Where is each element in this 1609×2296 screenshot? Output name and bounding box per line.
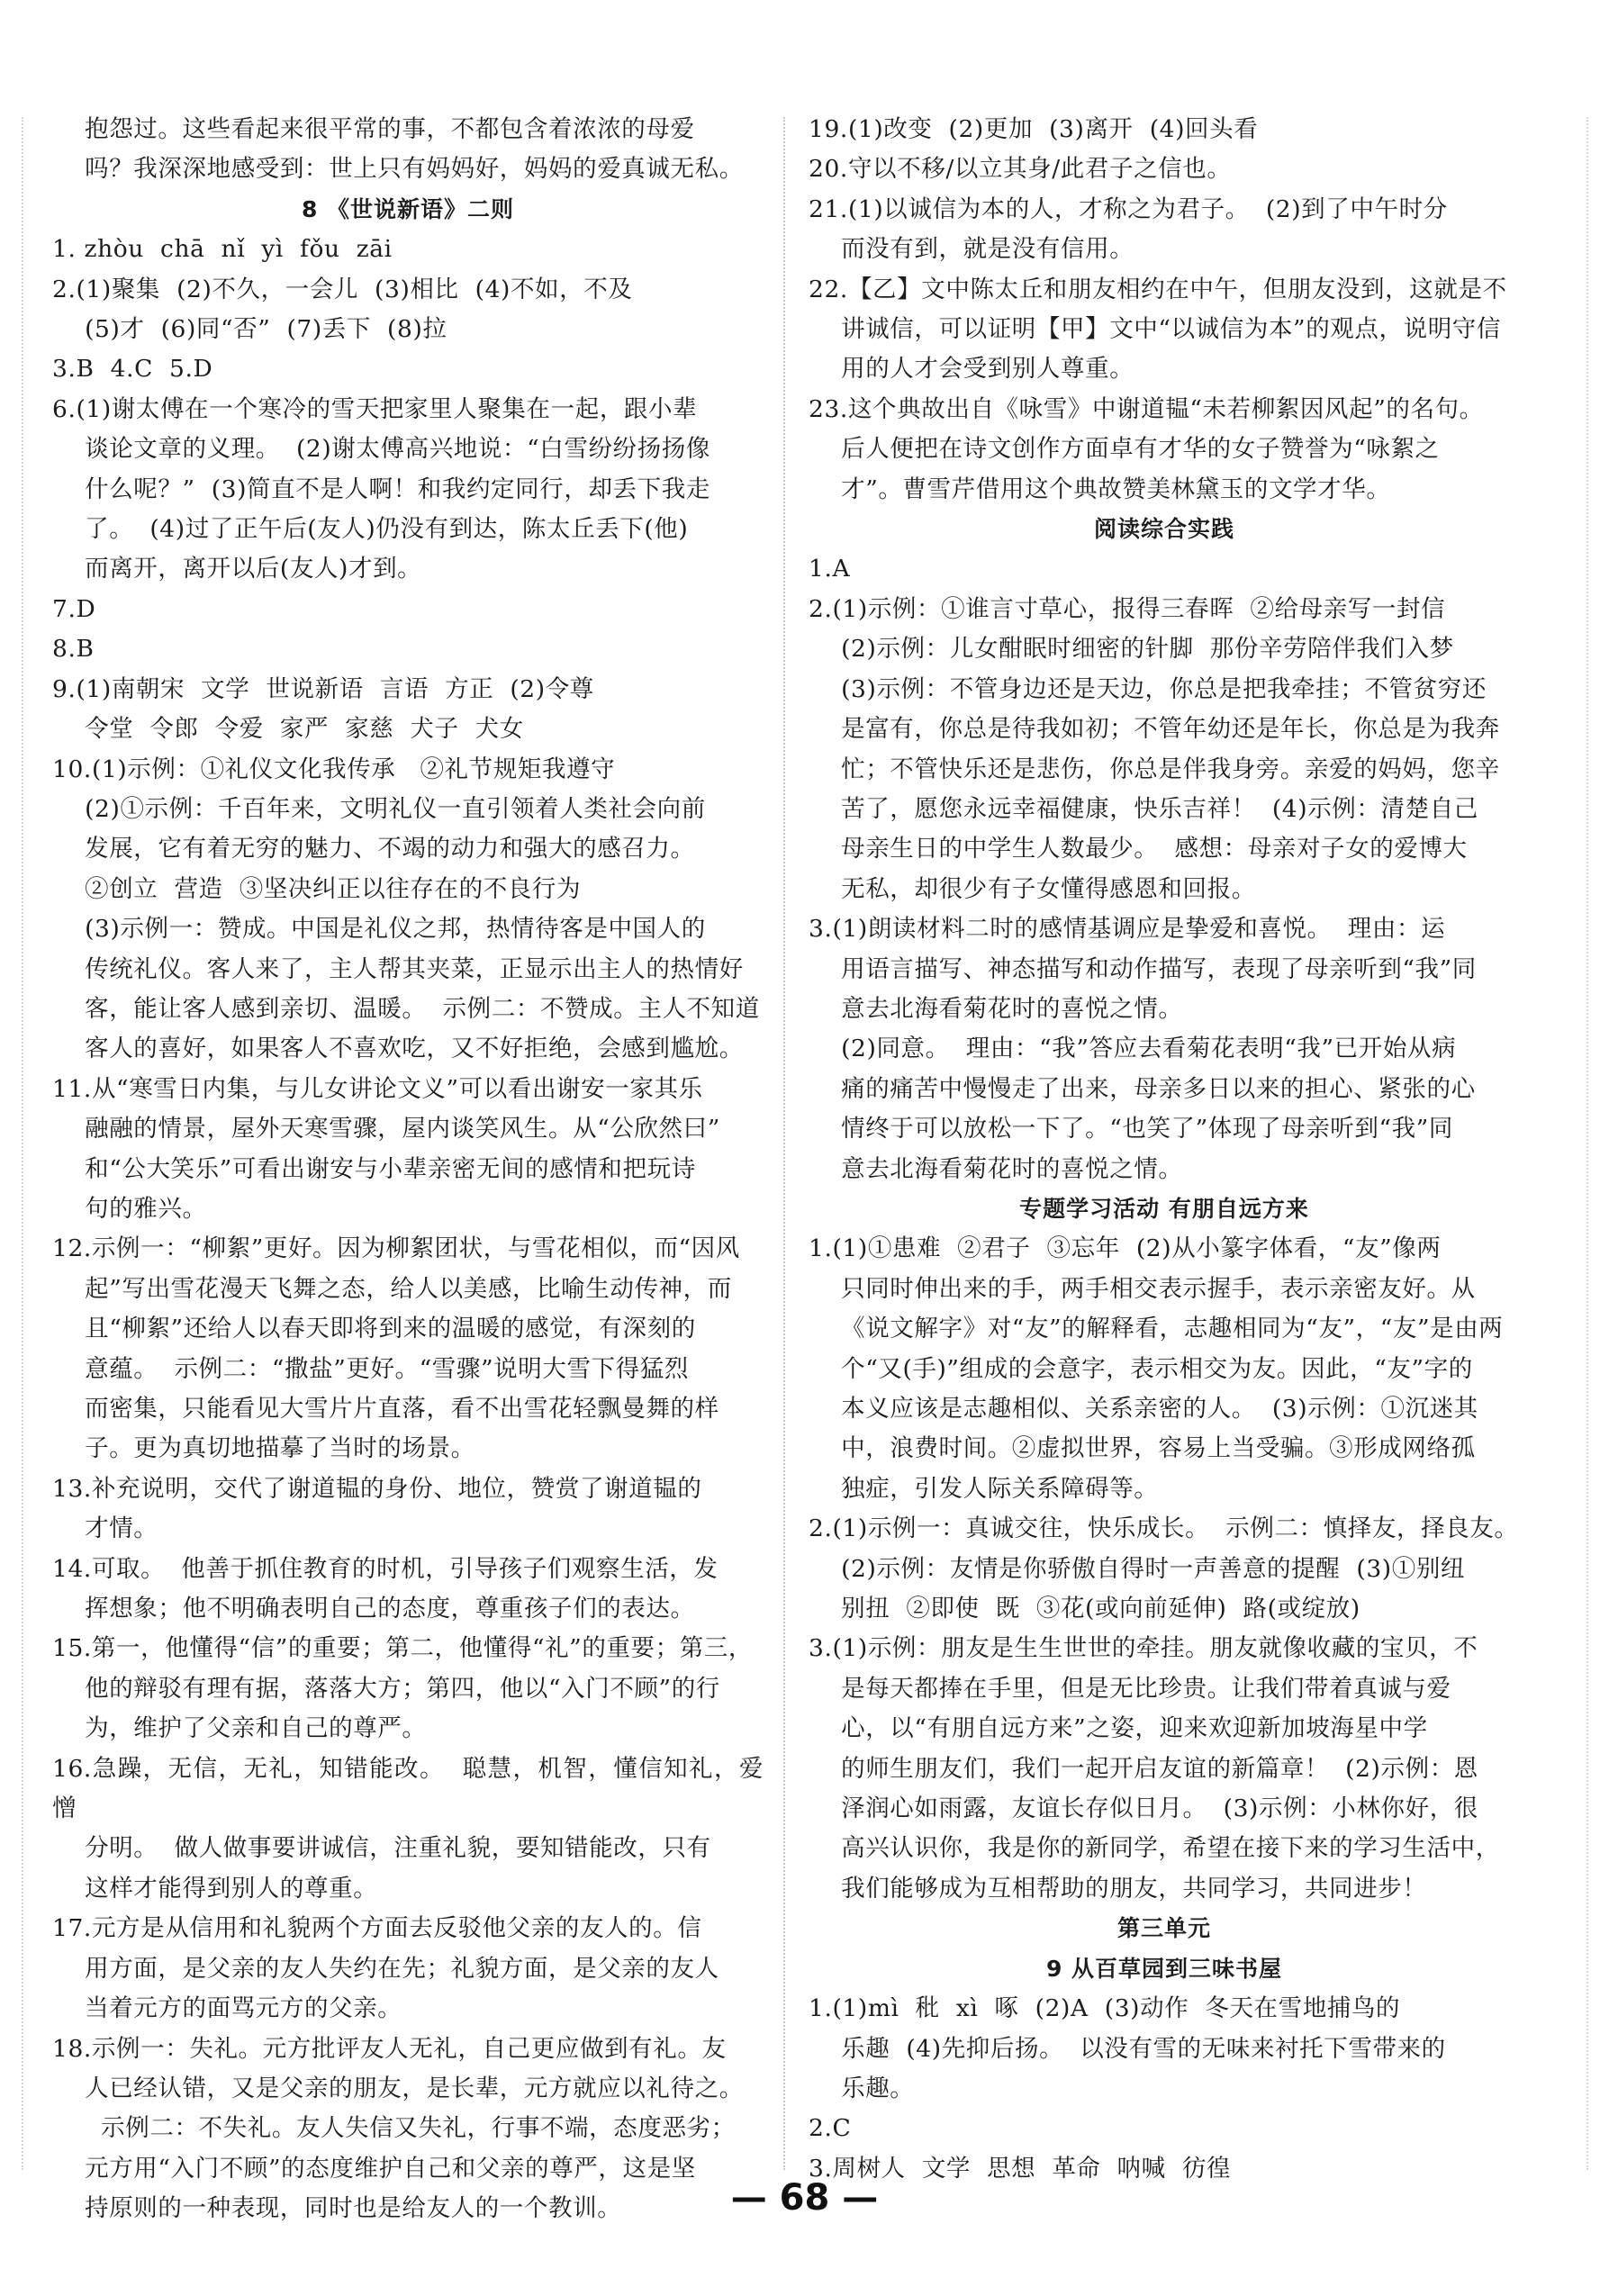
- answer-item: 3.B 4.C 5.D: [52, 355, 213, 384]
- answer-item: 12.示例一：“柳絮”更好。因为柳絮团状，与雪花相似，而“因风 起”写出雪花漫天飞舞之态，给人以美感，比喻生动传神，而 且“柳絮”还给人以春天即将到来的温暖的感觉，有深刻的 意蕴。 示例二：“撒盐”更好。“雪骤”说明大雪下得猛烈 而密集，只能看见大雪片片直落，看不出雪花轻飘曼舞的样 子。更为真切地描摹了当时的场景。: [52, 1234, 740, 1463]
- answer-item: 21.(1)以诚信为本的人，才称之为君子。 (2)到了中午时分 而没有到，就是没有信用。: [809, 194, 1448, 264]
- answer-item: 3.(1)示例：朋友是生生世世的牵挂。朋友就像收藏的宝贝，不 是每天都捧在手里，但是无比珍贵。让我们带着真诚与爱 心，以“有朋自远方来”之姿，迎来欢迎新加坡海星中学 的师生朋友们，我们一起开启友谊的新篇章！ (2)示例：恩 泽润心如雨露，友谊长存似日月。 (3)示例：小林你好，很 高兴认识你，我是你的新同学，希望在接下来的学习生活中， 我们能够成为互相帮助的朋友，共同学习，共同进步！: [809, 1634, 1500, 1903]
- answer-item: 9.(1)南朝宋 文学 世说新语 言语 方正 (2)令尊 令堂 令郎 令爱 家严 家慈 犬子 犬女: [52, 674, 594, 744]
- answer-item: 23.这个典故出自《咏雪》中谢道韫“未若柳絮因风起”的名句。 后人便把在诗文创作方面卓有才华的女子赞誉为“咏絮之 才”。曹雪芹借用这个典故赞美林黛玉的文学才华。: [809, 394, 1484, 503]
- answer-item: 2.(1)聚集 (2)不久，一会儿 (3)相比 (4)不如，不及 (5)才 (6)同“否” (7)丢下 (8)拉: [52, 275, 633, 344]
- answer-item: 抱怨过。这些看起来很平常的事，不都包含着浓浓的母爱 吗？我深深地感受到：世上只有妈妈好，妈妈的爱真诚无私。: [85, 115, 744, 184]
- answer-item: 13.补充说明，交代了谢道韫的身份、地位，赞赏了谢道韫的 才情。: [52, 1474, 702, 1543]
- answer-item: 11.从“寒雪日内集，与儿女讲论文义”可以看出谢安一家其乐 融融的情景，屋外天寒雪骤，屋内谈笑风生。从“公欣然曰” 和“公大笑乐”可看出谢安与小辈亲密无间的感情和把玩诗 句的雅兴。: [52, 1074, 720, 1223]
- section-heading: 阅读综合实践: [1093, 516, 1234, 543]
- answer-item: 17.元方是从信用和礼貌两个方面去反驳他父亲的友人的。信 用方面，是父亲的友人失约在先；礼貌方面，是父亲的友人 当着元方的面骂元方的父亲。: [52, 1914, 719, 2023]
- answer-item: 2.(1)示例一：真诚交往，快乐成长。 示例二：慎择友，择良友。 (2)示例：友情是你骄傲自得时一声善意的提醒 (3)①别纽 别扭 ②即使 既 ③花(或向前延伸) 路(或绽放): [809, 1514, 1519, 1623]
- section-heading: 9 从百草园到三味书屋: [1045, 1955, 1283, 1982]
- answer-item: 14.可取。 他善于抓住教育的时机，引导孩子们观察生活，发 挥想象；他不明确表明自己的态度，尊重孩子们的表达。: [52, 1554, 719, 1623]
- section-heading: 第三单元: [1116, 1915, 1211, 1942]
- answer-item: 6.(1)谢太傅在一个寒冷的雪天把家里人聚集在一起，跟小辈 谈论文章的义理。 (2)谢太傅高兴地说：“白雪纷纷扬扬像 什么呢？” (3)简直不是人啊！和我约定同行，却丢下我走 了。 (4)过了正午后(友人)仍没有到达，陈太丘丢下(他) 而离开，离开以后(友人)才到。: [52, 394, 710, 583]
- right-column: [809, 110, 1520, 2189]
- answer-item: 2.C: [809, 2114, 852, 2143]
- answer-item: 1. zhòu chā nǐ yì fǒu zāi: [52, 235, 393, 264]
- left-column: [52, 110, 764, 2229]
- answer-item: 1.(1)mì 秕 xì 啄 (2)A (3)动作 冬天在雪地捕鸟的 乐趣 (4)先抑后扬。 以没有雪的无味来衬托下雪带来的 乐趣。: [809, 1994, 1446, 2102]
- answer-item: 16.急躁，无信，无礼，知错能改。 聪慧，机智，懂信知礼，爱憎 分明。 做人做事要讲诚信，注重礼貌，要知错能改，只有 这样才能得到别人的尊重。: [52, 1754, 764, 1903]
- answer-item: 1.A: [809, 555, 851, 583]
- answer-item: 22.【乙】文中陈太丘和朋友相约在中午，但朋友没到，这就是不 讲诚信，可以证明【甲】文中“以诚信为本”的观点，说明守信 用的人才会受到别人尊重。: [809, 275, 1507, 384]
- section-heading: 8 《世说新语》二则: [301, 195, 515, 222]
- column-divider: [783, 117, 785, 2170]
- answer-item: 3.周树人 文学 思想 革命 呐喊 彷徨: [809, 2154, 1232, 2183]
- answer-item: 19.(1)改变 (2)更加 (3)离开 (4)回头看: [809, 115, 1259, 143]
- answer-item: 8.B: [52, 635, 95, 664]
- answer-item: 15.第一，他懂得“信”的重要；第二，他懂得“礼”的重要；第三， 他的辩驳有理有据，落落大方；第四，他以“入门不顾”的行 为，维护了父亲和自己的尊严。: [52, 1634, 754, 1743]
- answer-item: 3.(1)朗读材料二时的感情基调应是挚爱和喜悦。 理由：运 用语言描写、神态描写和动作描写，表现了母亲听到“我”同 意去北海看菊花时的喜悦之情。 (2)同意。 理由：“我”答应去看菊花表明“我”已开始从病 痛的痛苦中慢慢走了出来，母亲多日以来的担心、紧张的心 情终于可以放松一下了。“也笑了”体现了母亲听到“我”同 意去北海看菊花时的喜悦之情。: [809, 915, 1477, 1183]
- left-margin-rule: [22, 117, 23, 2170]
- right-margin-rule: [1586, 117, 1588, 2170]
- answer-item: 1.(1)①患难 ②君子 ③忘年 (2)从小篆字体看，“友”像两 只同时伸出来的手，两手相交表示握手，表示亲密友好。从 《说文解字》对“友”的解释看，志趣相同为“友”，“友”是由两 个“又(手)”组成的会意字，表示相交为友。因此，“友”字的 本义应该是志趣相似、关系亲密的人。 (3)示例：①沉迷其 中，浪费时间。②虚拟世界，容易上当受骗。③形成网络孤 独症，引发人际关系障碍等。: [809, 1234, 1504, 1503]
- answer-item: 2.(1)示例：①谁言寸草心，报得三春晖 ②给母亲写一封信 (2)示例：儿女酣眠时细密的针脚 那份辛劳陪伴我们入梦 (3)示例：不管身边还是天边，你总是把我牵挂；不管贫穷还 是富有，你总是待我如初；不管年幼还是年长，你总是为我奔 忙；不管快乐还是悲伤，你总是伴我身旁。亲爱的妈妈，您辛 苦了，愿您永远幸福健康，快乐吉祥！ (4)示例：清楚自己 母亲生日的中学生人数最少。 感想：母亲对子女的爱博大 无私，却很少有子女懂得感恩和回报。: [809, 594, 1500, 903]
- answer-item: 20.守以不移/以立其身/此君子之信也。: [809, 155, 1232, 184]
- answer-item: 7.D: [52, 594, 96, 623]
- answer-item: 18.示例一：失礼。元方批评友人无礼，自己更应做到有礼。友 人已经认错，又是父亲的朋友，是长辈，元方就应以礼待之。 示例二：不失礼。友人失信又失礼，行事不端，态度恶劣； 元方用“入门不顾”的态度维护自己和父亲的尊严，这是坚 持原则的一种表现，同时也是给友人的一个教训。: [52, 2034, 744, 2223]
- page-number: — 68 —: [730, 2177, 879, 2219]
- answer-item: 10.(1)示例：①礼仪文化我传承 ②礼节规矩我遵守 (2)①示例：千百年来，文明礼仪一直引领着人类社会向前 发展，它有着无穷的魅力、不竭的动力和强大的感召力。 ②创立 营造 ③坚决纠正以往存在的不良行为 (3)示例一：赞成。中国是礼仪之邦，热情待客是中国人的 传统礼仪。客人来了，主人帮其夹菜，正显示出主人的热情好 客，能让客人感到亲切、温暖。 示例二：不赞成。主人不知道 客人的喜好，如果客人不喜欢吃，又不好拒绝，会感到尴尬。: [52, 755, 760, 1063]
- section-heading: 专题学习活动 有朋自远方来: [1019, 1195, 1309, 1222]
